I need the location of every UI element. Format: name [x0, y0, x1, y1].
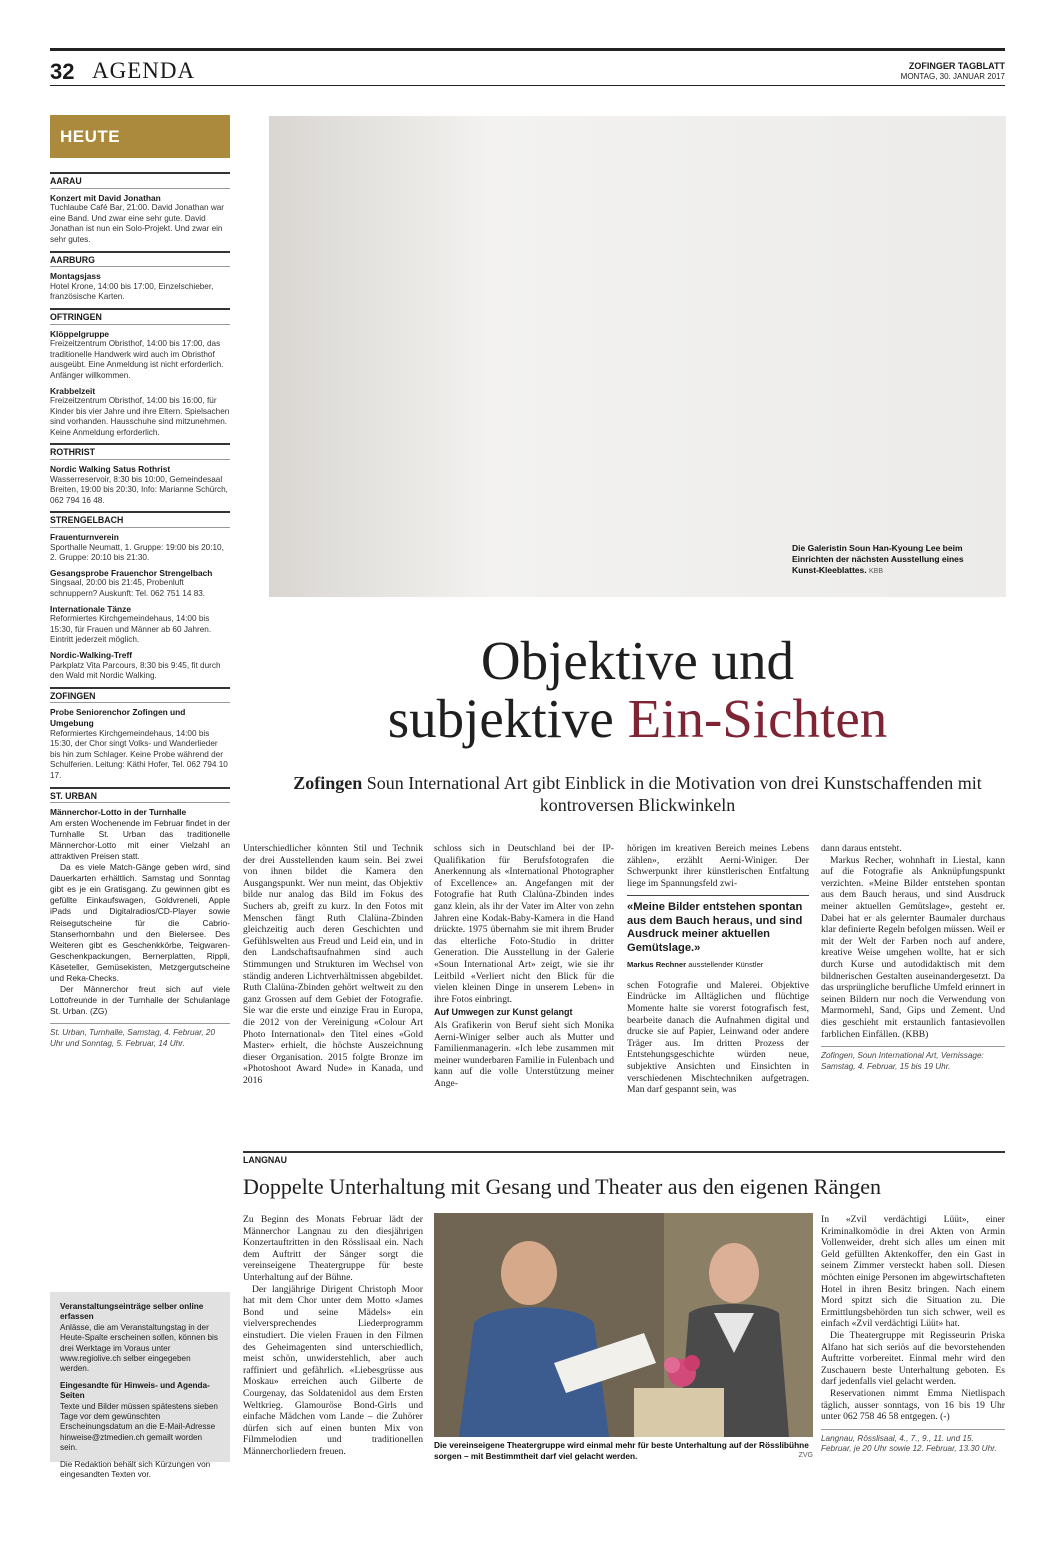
location-heading: ST. URBAN — [50, 787, 230, 804]
actor-left-head — [501, 1241, 557, 1305]
agenda-group-st-urban — [50, 787, 230, 1050]
event-title: Klöppelgruppe — [50, 328, 110, 339]
article-paragraph: hörigen im kreativen Bereich meines Lebens zählen», erzählt Aerni-Winiger. Der Schwerpunkt ihrer künstlerischen Entfaltung liege im Spannungsfeld zwi- — [627, 843, 809, 889]
langnau-headline: Doppelte Unterhaltung mit Gesang und Theater aus den eigenen Rängen — [243, 1174, 882, 1199]
infobox-title: Veranstaltungseinträge selber online erfassen — [60, 1302, 204, 1322]
table — [634, 1388, 724, 1437]
photo-caption — [792, 543, 992, 577]
quote-role: ausstellender Künstler — [686, 960, 764, 970]
location-heading: AARAU — [50, 172, 230, 189]
location-heading: STRENGELBACH — [50, 511, 230, 528]
lotto-paragraph: Am ersten Wochenende im Februar findet in der Turnhalle St. Urban das traditionelle Männerchor-Lotto mit einer Vielzahl an attraktiven Preisen statt. — [50, 817, 230, 861]
article-paragraph: In «Zvil verdächtigi Lüüt», einer Kriminalkomödie in drei Akten von Armin Vollenweider, dreht sich alles um einen mit Geld gefüllten Aktenkoffer, den ein Gast in seinem Zimmer versteckt haben soll. Diesen möchten einige Personen im abgewirtschafteten Hotel in ihren Besitz bringen. Nach einem Mord spitzt sich die Situation zu. Die Ermittlungsbehörden tun sich schwer, weil es einfach «Zvil verdächtigi Lüüt» hat. — [821, 1214, 1005, 1330]
issue-date: MONTAG, 30. JANUAR 2017 — [900, 72, 1005, 81]
theater-photo — [434, 1213, 813, 1437]
photo-wall-background — [269, 116, 1006, 597]
paper-name: ZOFINGER TAGBLATT — [908, 61, 1005, 71]
heute-label: HEUTE — [60, 127, 121, 146]
event-info-note: St. Urban, Turnhalle, Samstag, 4. Februar, 20 Uhr und Sonntag, 5. Februar, 14 Uhr. — [50, 1023, 230, 1049]
deck-place: Zofingen — [293, 773, 363, 793]
event-text: Singsaal, 20:00 bis 21:45, Probenluft schnuppern? Auskunft: Tel. 062 751 14 83. — [50, 578, 206, 598]
quote-author: Markus Rechner — [627, 960, 687, 970]
event-text: Reformiertes Kirchgemeindehaus, 14:00 bis 15:30, für Frauen und Männer ab 60 Jahren. Eintritt jederzeit möglich. — [50, 614, 212, 645]
event-title: Montagsjass — [50, 271, 101, 282]
location-heading: OFTRINGEN — [50, 308, 230, 325]
photo-credit: ZVG — [798, 1451, 813, 1459]
article-column-4 — [821, 843, 1005, 1072]
location-heading: ZOFINGEN — [50, 687, 230, 704]
infobox-text: Texte und Bilder müssen spätestens sieben Tage vor dem gewünschten Erscheinungsdatum an die E-Mail-Adresse hinweise@ztmedien.ch gemailt worden sein. — [60, 1401, 218, 1453]
event-text: Reformiertes Kirchgemeindehaus, 14:00 bis 15:30, der Chor singt Volks- und Wanderlieder bis hin zum Schlager. Keine Probe während der Schulferien. Leitung: Käthi Hofer, Tel. 062 794 10 17. — [50, 728, 228, 780]
quote-text: «Meine Bilder entstehen spontan aus dem Bauch heraus, und sind Ausdruck meiner aktuellen Gemütslage.» — [627, 901, 803, 954]
lotto-paragraph: Da es viele Match-Gänge geben wird, sind Dauerkarten erhältlich. Samstag und Sonntag gibt es je ein Gratisgang. Zu gewinnen gibt es gefüllte Einkaufswagen, Goldvreneli, Apple iPads und Digitalradios/CD-Player sowie Reisegutscheine für die Cabrio-Stanserhornbahn und den Bielersee. Des Weiteren gibt es Geschenkkörbe, Teigwaren-Geschenkpackungen, Bernerplatten, Rippli, Käseteller, Gemüsekisten, Metzgergutscheine und Reka-Checks. — [50, 862, 230, 983]
event-title: Nordic-Walking-Treff — [50, 649, 133, 660]
quote-source — [627, 958, 809, 972]
section-divider — [243, 1151, 1005, 1153]
article-column-3 — [627, 843, 809, 1096]
langnau-column-3 — [821, 1214, 1005, 1455]
article-paragraph: Unterschiedlicher könnten Stil und Technik der drei Ausstellenden kaum sein. Bei zwei von ihnen bildet die Kamera den Ausgangspunkt. Wer nun meint, das Objektiv bilde nur analog das Bild im Fokus des Suchers ab, greift zu kurz. In den Fotos mit Menschen fängt Ruth Clalüna-Zbinden gleichzeitig auch deren Geschichten und Gefühlswelten aus Freud und Leid ein, und in den Landschaftsaufnahmen sind auch Stimmungen und Strukturen im Wechsel von ständig anderen Lichtverhältnissen abgebildet. Ruth Clalüna-Zbinden gehört weltweit zu den ganz Grossen auf dem Gebiet der Fotografie. Sie war die erste und einzige Frau in Europa, die 2012 von der Vereinigung «Colour Art Photo International» den Titel eines «Gold Master» erhielt, die höchste Auszeichnung dieser Organisation. 2015 folgte Bronze im «Photoshoot Award Nude» in Kanada, und 2016 — [243, 843, 423, 1086]
headline-line-1: Objektive und — [480, 630, 795, 691]
event-title: Frauenturnverein — [50, 532, 119, 543]
submission-infobox — [50, 1292, 230, 1480]
theater-photo-caption — [434, 1440, 813, 1462]
event-info-note: Zofingen, Soun International Art, Vernissage: Samstag, 4. Februar, 15 bis 19 Uhr. — [821, 1046, 1005, 1072]
event-text: Freizeitzentrum Obristhof, 14:00 bis 17:00, das traditionelle Handwerk wird auch im Obristhof ausgeübt. Eine Anmeldung ist nicht erforderlich. Anfänger willkommen. — [50, 339, 224, 380]
heute-banner — [50, 115, 230, 158]
article-deck — [269, 772, 1006, 816]
agenda-group-rothrist — [50, 443, 230, 506]
agenda-group-aarburg — [50, 251, 230, 303]
article-paragraph: Der langjährige Dirigent Christoph Moor hat mit dem Chor unter dem Motto «James Bond und seine Mädels» ein vielversprechendes Liederprogramm einstudiert. Die vielen Frauen in den Filmen des Geheimagenten sind unterschiedlich, meist schön, unwiderstehlich, aber auch raffiniert und gefährlich. «Liebesgrüsse aus Moskau» erreichen auch Gilberte de Courgenay, das Soldatenidol aus dem Ersten Weltkrieg. Glamouröse Bond-Girls und einfache Mädchen vom Lande – die Zuhörer dürfen sich auf einen bunten Mix von Filmmelodien und traditionellen Männerchorliedern freuen. — [243, 1283, 423, 1457]
event-title: Probe Seniorenchor Zofingen und Umgebung — [50, 707, 186, 728]
article-paragraph: schen Fotografie und Malerei. Objektive Eindrücke im Alltäglichen und flüchtige Momente halte sie vorerst fotografisch fest, bearbeite danach die Aufnahmen digital und drucke sie auf Papier, Leinwand oder andere Träger aus. Im dritten Prozess der Entstehungsgeschichte würden neue, subjektive Ansichten und Einsichten in verschiedenen Mischtechniken aufgetragen. Man darf gespannt sein, was — [627, 979, 809, 1096]
event-title: Männerchor-Lotto in der Turnhalle — [50, 807, 187, 818]
article-subheading: Auf Umwegen zur Kunst gelangt — [434, 1007, 573, 1018]
headline-accent: Ein-Sichten — [627, 688, 888, 749]
event-title: Krabbelzeit — [50, 385, 96, 396]
page-number: 32 — [50, 59, 75, 84]
event-text: Hotel Krone, 14:00 bis 17:00, Einzelschieber, französische Karten. — [50, 281, 214, 302]
location-heading: AARBURG — [50, 251, 230, 268]
flower — [664, 1357, 680, 1373]
pull-quote — [627, 895, 809, 972]
event-title: Konzert mit David Jonathan — [50, 192, 161, 203]
langnau-column-1 — [243, 1214, 423, 1457]
event-text: Parkplatz Vita Parcours, 8:30 bis 9:45, fit durch den Wald mit Nordic Walking. — [50, 660, 221, 681]
flower — [684, 1355, 700, 1371]
main-headline — [269, 632, 1006, 748]
langnau-location-label: LANGNAU — [243, 1155, 287, 1165]
event-text: Wasserreservoir, 8:30 bis 10:00, Gemeindesaal Breiten, 19:00 bis 20:30, Info: Marianne Schürch, 062 794 16 48. — [50, 474, 228, 505]
agenda-group-zofingen — [50, 687, 230, 782]
article-paragraph: Als Grafikerin von Beruf sieht sich Monika Aerni-Winiger selber auch als Mutter und Familienmanagerin. «Ich lebe zusammen mit meiner wunderbaren Familie in Fulenbach und kann auf die volle Unterstützung meiner Ange- — [434, 1019, 614, 1089]
headline-part: subjektive — [387, 688, 628, 749]
section-title: AGENDA — [92, 58, 196, 83]
article-paragraph: Markus Recher, wohnhaft in Liestal, kann auf die Fotografie als Anknüpfungspunkt verzichten. «Meine Bilder entstehen spontan aus dem Bauch heraus, und sind Ausdruck meiner aktuellen Gemütslage», gesteht er. Dabei hat er als gelernter Baumaler durchaus klar definierte Regeln befolgen müssen. Weil er mit der Welt der Farben noch auf andere, kreative Weise umgehen wollte, hat er sich durch Kurse und autodidaktisch mit dem bildnerischen Gestalten auseinandergesetzt. Da das ursprüngliche berufliche Umfeld erinnert in seinen Bildern nur noch die Verwendung von Marmormehl, Sand, Gips und Zement. Und dies geschieht mit erstaunlich fantasievollen farblichen Einfällen. (KBB) — [821, 854, 1005, 1040]
location-heading: ROTHRIST — [50, 443, 230, 460]
article-paragraph: dann daraus entsteht. — [821, 843, 902, 854]
event-text: Freizeitzentrum Obristhof, 14:00 bis 16:00, für Kinder bis vier Jahre und ihre Eltern. Spielsachen sind vorhanden. Hausschuhe sind mitzunehmen. Keine Anmeldung erforderlich. — [50, 396, 230, 437]
event-info-note: Langnau, Rösslisaal, 4., 7., 9., 11. und 15. Februar, je 20 Uhr sowie 12. Februar, 13.30 Uhr. — [821, 1429, 1005, 1455]
article-paragraph: Reservationen nimmt Emma Nietlispach täglich, ausser sonntags, von 16 bis 19 Uhr unter 062 758 46 58 entgegen. (-) — [821, 1387, 1005, 1423]
event-title: Internationale Tänze — [50, 603, 131, 614]
theater-illustration — [434, 1213, 813, 1437]
agenda-group-aarau — [50, 172, 230, 246]
agenda-group-oftringen — [50, 308, 230, 439]
lotto-paragraph: Der Männerchor freut sich auf viele Lottofreunde in der Turnhalle der Schulanlage St. Urban. (ZG) — [50, 984, 230, 1017]
event-text: Tuchlaube Café Bar, 21:00. David Jonathan war eine Band. Und zwar eine sehr gute. David Jonathan ist nun ein Solo-Projekt. Und zwar ein sehr gutes. — [50, 203, 225, 244]
infobox-text: Anlässe, die am Veranstaltungstag in der Heute-Spalte erscheinen sollen, können bis drei Werktage im Voraus unter www.regiolive.ch selber eingegeben werden. — [60, 1322, 218, 1374]
article-paragraph: schloss sich in Deutschland bei der IP-Qualifikation für Berufsfotografen die Anerkennung als «International Photographer of Excellence» an. Angefangen mit der Fotografie hat Ruth Clalüna-Zbinden indes ganz klein, als ihr der Vater im Alter von zehn Jahren eine Kodak-Baby-Kamera in die Hand drückte. 1975 übernahm sie mit ihrem Bruder das elterliche Foto-Studio in dritter Generation. Die Ausstellung in der Galerie «Soun International Art» zeigt, wie sie ihr Leitbild «Verliert nicht den Blick für die vielen kleinen Dinge in unserem Leben» in ihre Fotos einbringt. — [434, 843, 614, 1005]
caption-text: Die Galeristin Soun Han-Kyoung Lee beim Einrichten der nächsten Ausstellung eines Kunst-Kleeblattes. — [792, 543, 964, 575]
event-title: Nordic Walking Satus Rothrist — [50, 464, 171, 475]
agenda-group-strengelbach — [50, 511, 230, 681]
deck-text: Soun International Art gibt Einblick in die Motivation von drei Kunstschaffenden mit kontroversen Blickwinkeln — [362, 773, 982, 815]
agenda-column — [50, 172, 230, 1055]
headline-line-2 — [269, 690, 1006, 748]
event-text: Sporthalle Neumatt, 1. Gruppe: 19:00 bis 20:10, 2. Gruppe: 20:10 bis 21:30. — [50, 542, 224, 563]
gallery-photo — [269, 116, 1006, 597]
photo-credit: KBB — [869, 568, 884, 575]
infobox-text: Die Redaktion behält sich Kürzungen von eingesandten Texten vor. — [60, 1459, 211, 1480]
masthead — [50, 48, 1005, 86]
article-column-2 — [434, 843, 614, 1089]
infobox-title: Eingesandte für Hinweis- und Agenda-Seiten — [60, 1380, 210, 1401]
actor-right-head — [709, 1243, 759, 1303]
event-title: Gesangsprobe Frauenchor Strengelbach — [50, 567, 213, 578]
caption-text: Die vereinseigene Theatergruppe wird einmal mehr für beste Unterhaltung auf der Rösslibühne sorgen – mit Bestimmtheit darf viel gelacht werden. — [434, 1440, 809, 1461]
article-column-1 — [243, 843, 423, 1086]
article-paragraph: Zu Beginn des Monats Februar lädt der Männerchor Langnau zu den diesjährigen Konzertauftritten in den Rösslisaal ein. Nach dem Auftritt der Sänger sorgt die vereinseigene Theatergruppe für beste Unterhaltung auf der Bühne. — [243, 1214, 423, 1283]
article-paragraph: Die Theatergruppe mit Regisseurin Priska Alfano hat sich seriös auf die bevorstehenden Auftritte vorbereitet. Einmal mehr wird den Zuschauern beste Unterhaltung geboten. Es darf jedenfalls viel gelacht werden. — [821, 1329, 1005, 1388]
